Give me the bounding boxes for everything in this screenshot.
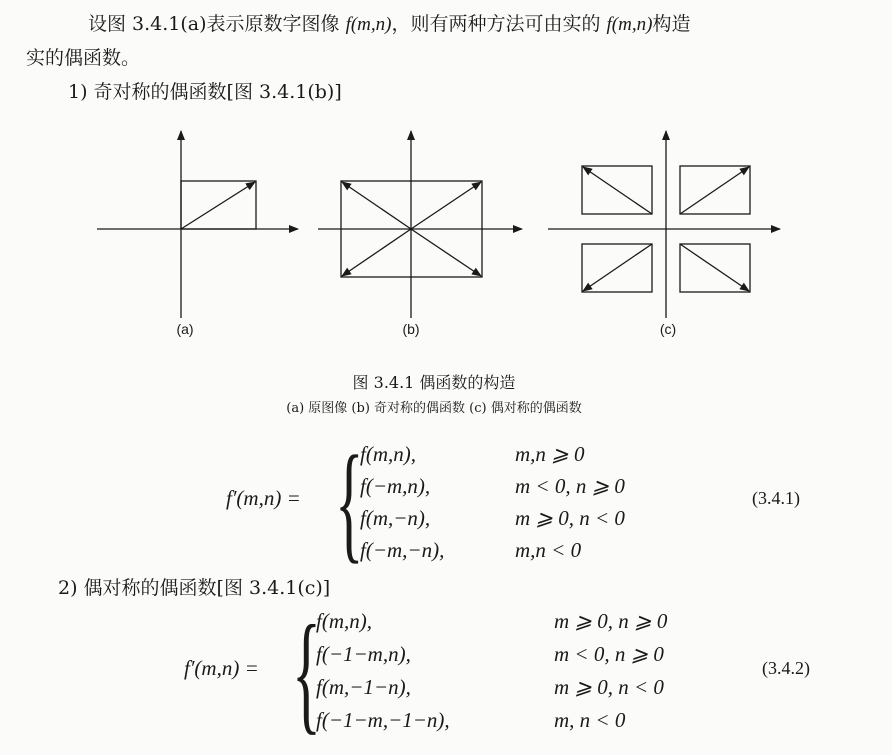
panel-b-axes [318,131,522,318]
eq1-row-4: f(−m,−n), m,n < 0 [360,538,582,562]
figure-title: 图 3.4.1 偶函数的构造 [352,373,516,392]
panel-a-label: (a) [176,321,194,337]
eq1-lhs: f′(m,n) = [226,486,301,510]
panel-c-axes [548,131,780,318]
eq2-number: (3.4.2) [762,658,810,678]
panel-c-label: (c) [659,321,677,337]
eq2-lhs: f′(m,n) = [184,656,259,680]
intro-math-1: f(m,n) [345,14,392,35]
eq1-row-3: f(m,−n), m ⩾ 0, n < 0 [360,506,625,530]
eq2-brace: { [292,598,321,746]
eq1-brace: { [335,428,364,575]
eq1-row-1: f(m,n), m,n ⩾ 0 [360,442,585,466]
eq2-row-1: f(m,n), m ⩾ 0, n ⩾ 0 [316,609,668,633]
eq1-row-2: f(−m,n), m < 0, n ⩾ 0 [360,474,625,498]
figure-subcaption: (a) 原图像 (b) 奇对称的偶函数 (c) 偶对称的偶函数 [286,401,582,416]
section-1-heading: 1) 奇对称的偶函数[图 3.4.1(b)] [68,81,342,103]
eq2-row-2: f(−1−m,n), m < 0, n ⩾ 0 [316,642,664,666]
intro-line-2: 实的偶函数。 [26,47,141,69]
panel-a-axes [97,131,298,318]
intro-text-3: 构造 [652,13,691,35]
intro-text-1: 设图 3.4.1(a)表示原数字图像 [88,13,346,35]
eq2-row-4: f(−1−m,−1−n), m, n < 0 [316,708,626,732]
eq1-number: (3.4.1) [752,488,800,508]
section-2-heading: 2) 偶对称的偶函数[图 3.4.1(c)] [58,577,331,599]
panel-a-image [181,181,256,229]
intro-math-2: f(m,n) [606,14,653,35]
intro-text-2: ，则有两种方法可由实的 [391,13,607,35]
eq2-row-3: f(m,−1−n), m ⩾ 0, n < 0 [316,675,664,699]
panel-b-label: (b) [402,321,420,337]
